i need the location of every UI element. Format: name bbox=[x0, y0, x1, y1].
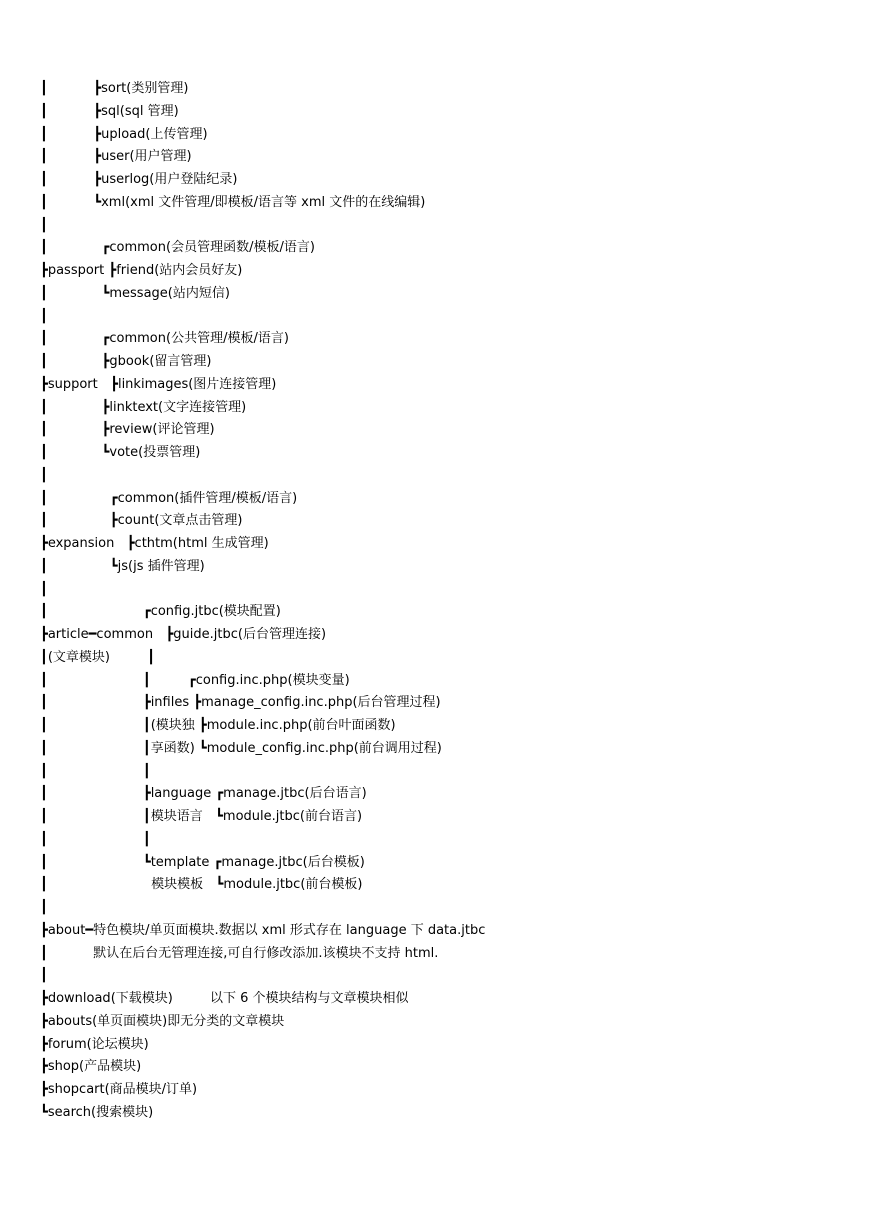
tree-line: ┃(文章模块) ┃ bbox=[40, 649, 155, 665]
tree-line: ┃ ┣gbook(留言管理) bbox=[40, 354, 212, 369]
tree-line: ┃ bbox=[40, 467, 48, 483]
tree-line: ┃ bbox=[40, 308, 48, 324]
tree-line: ┃ ┣user(用户管理) bbox=[40, 149, 192, 165]
tree-line: ┃ ┣infiles ┣manage_config.inc.php(后台管理过程) bbox=[40, 695, 441, 711]
tree-line: ┃ ┣sort(类别管理) bbox=[40, 81, 189, 96]
tree-line: ┣abouts(单页面模块)即无分类的文章模块 bbox=[40, 1013, 285, 1029]
tree-line: ┣expansion ┣cthtm(html 生成管理) bbox=[40, 536, 269, 551]
tree-line: ┗search(搜索模块) bbox=[40, 1104, 154, 1120]
tree-line: ┃ ┏common(插件管理/模板/语言) bbox=[40, 490, 298, 506]
tree-line: ┃ bbox=[40, 968, 48, 984]
tree-line: ┃ ┣linktext(文字连接管理) bbox=[40, 399, 247, 415]
tree-line: ┣article━common ┣guide.jtbc(后台管理连接) bbox=[40, 627, 327, 642]
tree-line: ┃ ┗message(站内短信) bbox=[40, 285, 230, 301]
tree-line: ┃ ┃享函数) ┗module_config.inc.php(前台调用过程) bbox=[40, 740, 442, 756]
tree-line: ┣support ┣linkimages(图片连接管理) bbox=[40, 376, 277, 392]
tree-line: ┃ ┣upload(上传管理) bbox=[40, 126, 208, 142]
tree-line: ┃ ┣language ┏manage.jtbc(后台语言) bbox=[40, 786, 367, 802]
tree-line: ┃ ┃ ┏config.inc.php(模块变量) bbox=[40, 672, 350, 688]
tree-line: ┃ bbox=[40, 581, 48, 597]
tree-line: ┃ ┣sql(sql 管理) bbox=[40, 103, 179, 119]
tree-line: ┃ ┗js(js 插件管理) bbox=[40, 558, 205, 574]
tree-line: ┃ ┃ bbox=[40, 831, 151, 847]
tree-line: ┃ ┣userlog(用户登陆纪录) bbox=[40, 172, 238, 187]
tree-line: ┃ ┣count(文章点击管理) bbox=[40, 513, 243, 529]
tree-line: ┣shopcart(商品模块/订单) bbox=[40, 1082, 198, 1097]
tree-line: ┃ ┗template ┏manage.jtbc(后台模板) bbox=[40, 854, 365, 870]
tree-line: ┃ ┏common(会员管理函数/模板/语言) bbox=[40, 240, 315, 256]
tree-line: ┃ ┏config.jtbc(模块配置) bbox=[40, 604, 281, 620]
tree-line: ┃ 模块模板 ┗module.jtbc(前台模板) bbox=[40, 877, 363, 893]
tree-line: ┣forum(论坛模块) bbox=[40, 1036, 149, 1052]
tree-line: ┃ ┏common(公共管理/模板/语言) bbox=[40, 331, 289, 347]
tree-line: ┃ bbox=[40, 217, 48, 233]
tree-line: ┃ ┣review(评论管理) bbox=[40, 422, 215, 438]
tree-line: ┣shop(产品模块) bbox=[40, 1059, 142, 1075]
tree-line: ┃ bbox=[40, 900, 48, 915]
tree-line: ┃ ┗xml(xml 文件管理/即模板/语言等 xml 文件的在线编辑) bbox=[40, 194, 426, 210]
document-body bbox=[40, 78, 860, 1125]
tree-line: ┣download(下载模块) 以下 6 个模块结构与文章模块相似 bbox=[40, 991, 409, 1006]
tree-line: ┃ ┃(模块独 ┣module.inc.php(前台叶面函数) bbox=[40, 718, 396, 733]
tree-line: ┣passport ┣friend(站内会员好友) bbox=[40, 263, 243, 278]
tree-line: ┃ ┃ bbox=[40, 763, 151, 779]
tree-line: ┣about━特色模块/单页面模块.数据以 xml 形式存在 language 下 data.jtbc bbox=[40, 922, 486, 938]
tree-line: ┃ ┗vote(投票管理) bbox=[40, 445, 201, 460]
tree-line: ┃ 默认在后台无管理连接,可自行修改添加.该模块不支持 html. bbox=[40, 945, 439, 961]
tree-line: ┃ ┃模块语言 ┗module.jtbc(前台语言) bbox=[40, 809, 363, 824]
